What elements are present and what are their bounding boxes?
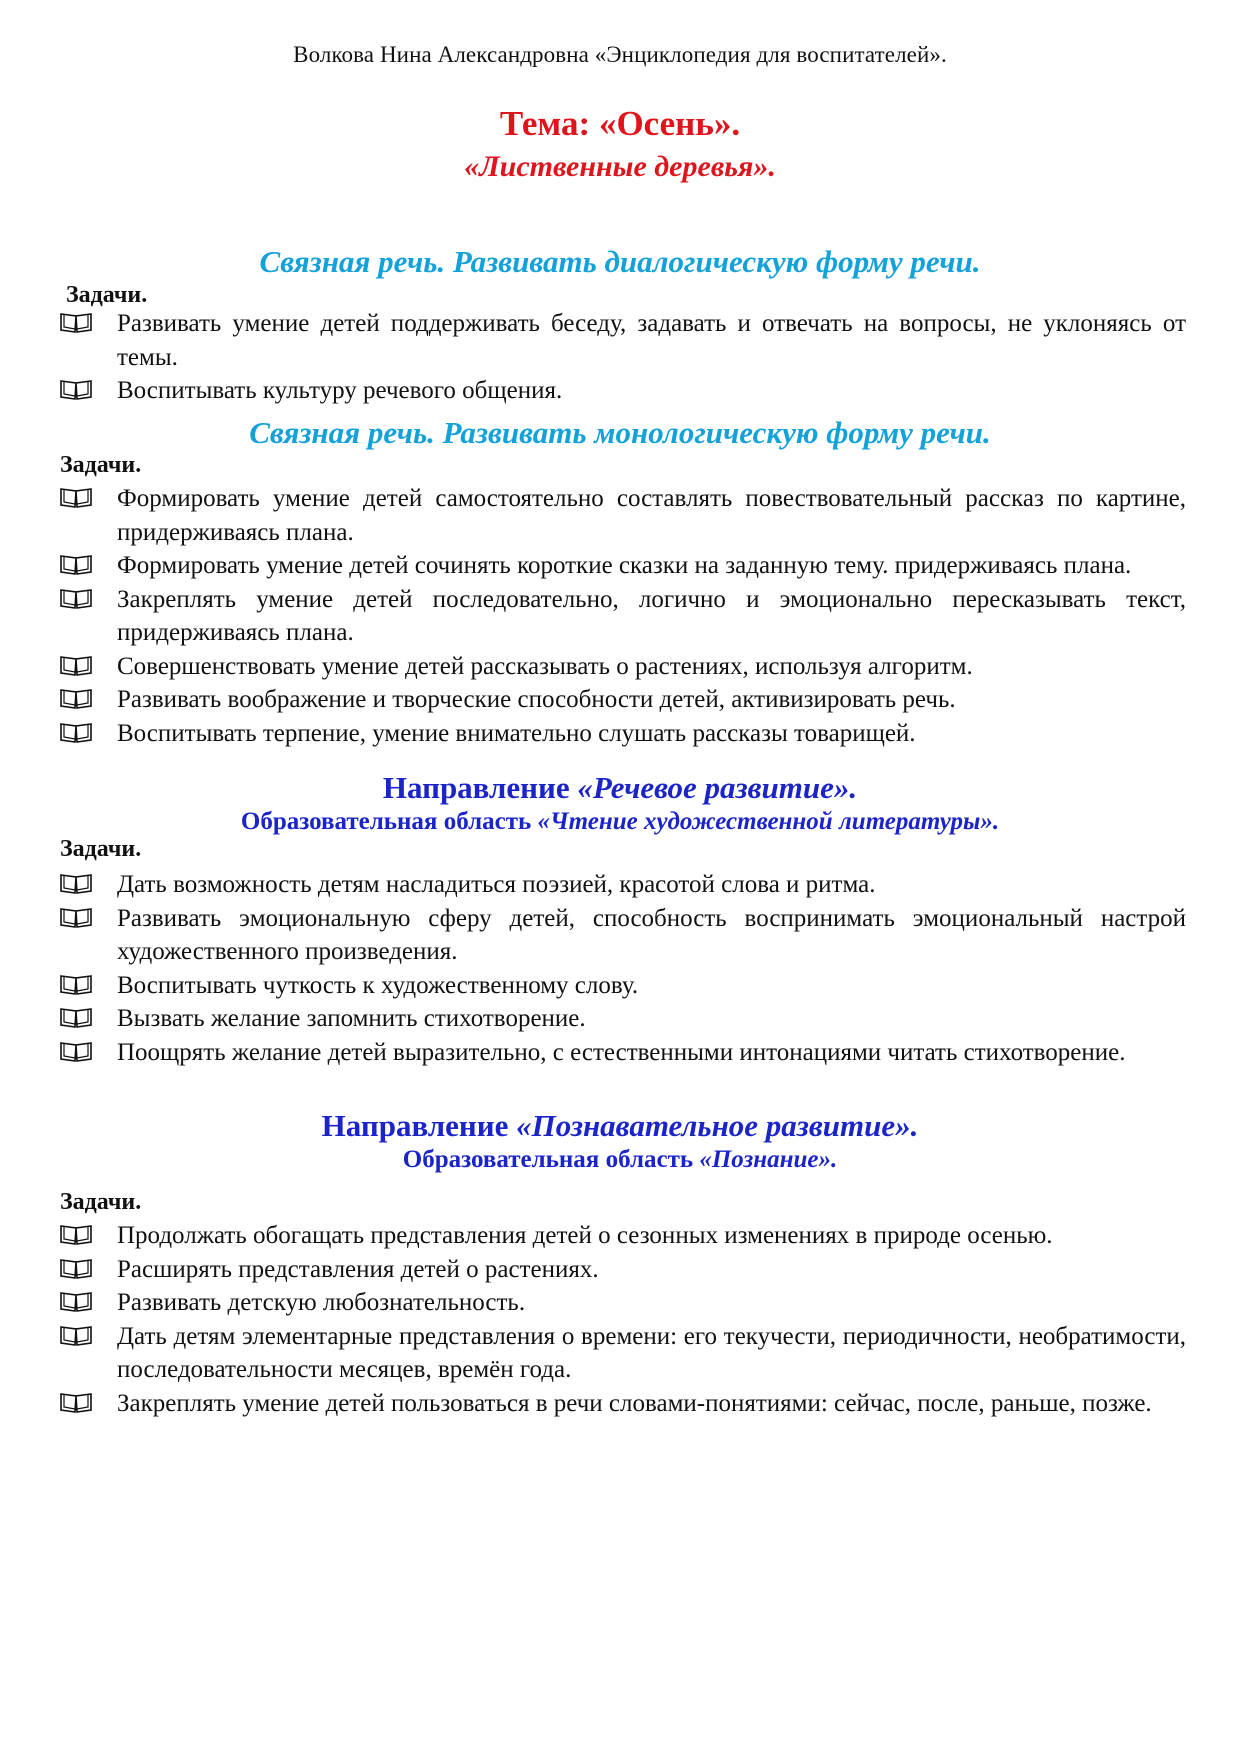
list-item-text: Формировать умение детей самостоятельно составлять повествовательный рассказ по картине, придерживаясь плана. [117, 485, 1186, 546]
list-item-text: Воспитывать культуру речевого общения. [117, 377, 563, 404]
direction-name: «Речевое развитие». [577, 770, 858, 805]
list-item [60, 1286, 1186, 1320]
open-book-icon [60, 1257, 92, 1279]
open-book-icon [60, 1324, 92, 1346]
open-book-icon [60, 1040, 92, 1062]
list-item [60, 307, 1186, 374]
open-book-icon [60, 1223, 92, 1245]
area-prefix: Образовательная область [240, 808, 538, 835]
list-item-text: Совершенствовать умение детей рассказывать о растениях, используя алгоритм. [117, 652, 973, 680]
list-item-text: Дать детям элементарные представления о времени: его текучести, периодичности, необратимости, последовательности месяцев, времён года. [117, 1322, 1186, 1383]
open-book-icon [60, 687, 92, 709]
list-item [60, 1387, 1186, 1421]
open-book-icon [60, 721, 92, 743]
list-item-text: Закреплять умение детей пользоваться в речи словами-понятиями: сейчас, после, раньше, позже. [117, 1389, 1152, 1417]
list-item [60, 902, 1186, 969]
list-item [60, 1320, 1186, 1387]
area-prefix: Образовательная область [402, 1146, 700, 1173]
tasks-label: Задачи. [60, 836, 142, 862]
list-item [60, 583, 1186, 650]
area-heading-literature [0, 808, 1240, 836]
topic-title: Тема: «Осень». [499, 104, 741, 143]
list-item-text: Продолжать обогащать представления детей о сезонных изменениях в природе осенью. [117, 1222, 1053, 1249]
topic-subtitle: «Лиственные деревья». [464, 150, 776, 183]
list-item-text: Воспитывать чуткость к художественному слову. [117, 971, 639, 999]
tasks-label: Задачи. [66, 282, 148, 308]
list-item [60, 482, 1186, 549]
tasks-label: Задачи. [60, 1189, 142, 1215]
list-item [60, 717, 1186, 751]
list-item-text: Дать возможность детям насладиться поэзией, красотой слова и ритма. [117, 871, 876, 898]
open-book-icon [60, 906, 92, 928]
direction-heading-cognitive [0, 1108, 1240, 1144]
open-book-icon [60, 872, 92, 894]
section-heading-monologic: Связная речь. Развивать монологическую форму речи. [249, 415, 991, 450]
list-item-text: Закреплять умение детей последовательно, логично и эмоционально пересказывать текст, придерживаясь плана. [117, 585, 1186, 646]
list-item-text: Расширять представления детей о растениях. [117, 1255, 599, 1283]
open-book-icon [60, 1290, 92, 1312]
direction-heading-speech [0, 770, 1240, 806]
tasks-label: Задачи. [60, 452, 142, 478]
list-item [60, 1002, 1186, 1036]
list-item [60, 549, 1186, 583]
page-header: Волкова Нина Александровна «Энциклопедия для воспитателей». [293, 42, 947, 67]
list-item [60, 969, 1186, 1003]
area-name: «Познание». [699, 1146, 838, 1173]
list-item-text: Развивать эмоциональную сферу детей, способность воспринимать эмоциональный настрой художественного произведения. [117, 904, 1186, 965]
list-item-text: Вызвать желание запомнить стихотворение. [117, 1005, 586, 1032]
list-item [60, 1036, 1186, 1070]
direction-name: «Познавательное развитие». [516, 1108, 919, 1143]
open-book-icon [60, 1006, 92, 1028]
open-book-icon [60, 973, 92, 995]
list-item-text: Формировать умение детей сочинять короткие сказки на заданную тему. придерживаясь плана. [117, 552, 1132, 579]
list-item-text: Поощрять желание детей выразительно, с естественными интонациями читать стихотворение. [117, 1038, 1126, 1066]
list-item [60, 374, 1186, 408]
open-book-icon [60, 1391, 92, 1413]
task-list-cognitive [60, 1219, 1186, 1420]
list-item [60, 1219, 1186, 1253]
list-item-text: Развивать детскую любознательность. [117, 1289, 526, 1316]
direction-prefix: Направление [321, 1108, 517, 1143]
area-heading-cognition [0, 1146, 1240, 1174]
list-item [60, 868, 1186, 902]
list-item-text: Воспитывать терпение, умение внимательно слушать рассказы товарищей. [117, 719, 916, 747]
list-item-text: Развивать умение детей поддерживать беседу, задавать и отвечать на вопросы, не уклоняясь от темы. [117, 310, 1186, 371]
open-book-icon [60, 553, 92, 575]
open-book-icon [60, 378, 92, 400]
direction-prefix: Направление [382, 770, 578, 805]
task-list-dialogic [60, 307, 1186, 408]
task-list-speech [60, 868, 1186, 1069]
list-item [60, 683, 1186, 717]
open-book-icon [60, 311, 92, 333]
section-heading-dialogic: Связная речь. Развивать диалогическую форму речи. [259, 244, 981, 279]
list-item-text: Развивать воображение и творческие способности детей, активизировать речь. [117, 686, 956, 713]
list-item [60, 650, 1186, 684]
open-book-icon [60, 486, 92, 508]
task-list-monologic [60, 482, 1186, 750]
list-item [60, 1253, 1186, 1287]
open-book-icon [60, 587, 92, 609]
area-name: «Чтение художественной литературы». [537, 808, 1000, 835]
open-book-icon [60, 654, 92, 676]
